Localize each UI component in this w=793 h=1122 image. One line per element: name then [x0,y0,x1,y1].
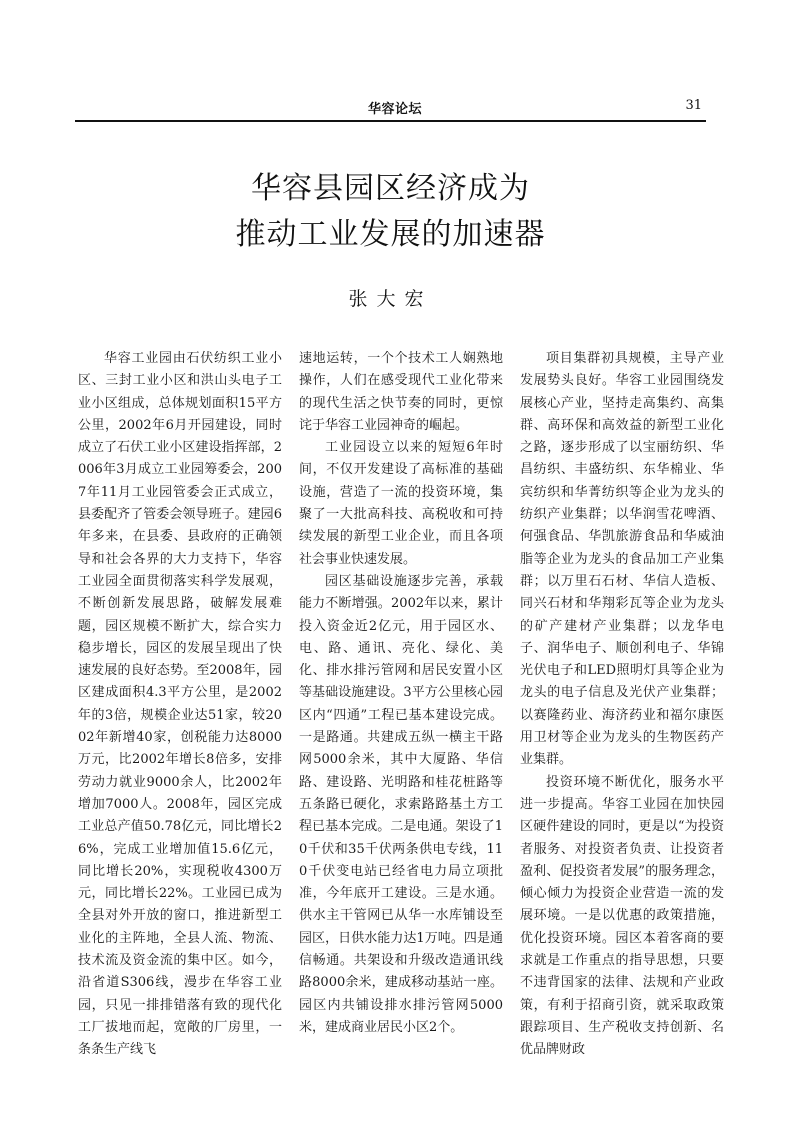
body-column-3 [520,348,724,1062]
paragraph: 投资环境不断优化，服务水平进一步提高。华容工业园在加快园区硬件建设的同时，更是以“为投资者服务、对投资者负责、让投资者盈利、促投资者发展”的服务理念，倾心倾力为投资企业营造一流的发展环境。一是以优惠的政策措施，优化投资环境。园区本着客商的要求就是工作重点的指导思想，只要不违背国家的法律、法规和产业政策，有利于招商引资，就采取政策跟踪项目、生产税收支持创新、名优品牌财政 [520,774,724,1058]
article-body [78,348,724,1062]
running-header [75,96,706,122]
paragraph: 速地运转，一个个技术工人娴熟地操作，人们在感受现代工业化带来的现代生活之快节奏的同时，更惊诧于华容工业园神奇的崛起。 [299,351,503,433]
page-number: 31 [685,98,702,113]
paragraph: 华容工业园由石伏纺织工业小区、三封工业小区和洪山头电子工业小区组成，总体规划面积15平方公里，2002年6月开园建设，同时成立了石伏工业小区建设指挥部，2006年3月成立工业园筹委会，2007年11月工业园管委会正式成立，县委配齐了管委会领导班子。建园6年多来，在县委、县政府的正确领导和社会各界的大力支持下，华容工业园全面贯彻落实科学发展观，不断创新发展思路，破解发展难题，园区规模不断扩大，综合实力稳步增长，园区的发展呈现出了快速发展的良好态势。至2008年，园区建成面积4.3平方公里，是2002年的3倍，规模企业达51家，较2002年新增40家，创税能力达8000万元，比2002年增长8倍多，安排劳动力就业9000余人，比2002年增加7000人。2008年，园区完成工业总产值50.78亿元，同比增长26%，完成工业增加值15.6亿元，同比增长20%，实现税收4300万元，同比增长22%。工业园已成为全县对外开放的窗口，推进新型工业化的主阵地，全县人流、物流、技术流及资金流的集中区。如今，沿省道S306线，漫步在华容工业园，只见一排排错落有致的现代化工厂拔地而起，宽敞的厂房里，一条条生产线飞 [78,351,282,1058]
title-line-2: 推动工业发展的加速器 [235,217,546,252]
body-column-2 [299,348,503,1062]
paragraph: 园区基础设施逐步完善，承载能力不断增强。2002年以来，累计投入资金近2亿元，用于园区水、电、路、通讯、亮化、绿化、美化、排水排污管网和居民安置小区等基础设施建设。3平方公里核心园区内“四通”工程已基本建设完成。一是路通。共建成五纵一横主干路网5000余米，其中大厦路、华信路、建设路、光明路和桂花桩路等五条路已硬化，求索路路基土方工程已基本完成。二是电通。架设了10千伏和35千伏两条供电专线，110千伏变电站已经省电力局立项批准，今年底开工建设。三是水通。供水主干管网已从华一水库铺设至园区，日供水能力达1万吨。四是通信畅通。共架设和升级改造通讯线路8000余米，建成移动基站一座。园区内共铺设排水排污管网5000米，建成商业居民小区2个。 [299,573,503,1035]
paragraph: 项目集群初具规模，主导产业发展势头良好。华容工业园围绕发展核心产业，坚持走高集约、高集群、高环保和高效益的新型工业化之路，逐步形成了以宝丽纺织、华昌纺织、丰盛纺织、东华棉业、华宾纺织和华菁纺织等企业为龙头的纺织产业集群；以华润雪花啤酒、何强食品、华凯旅游食品和华威油脂等企业为龙头的食品加工产业集群；以万里石石材、华信人造板、同兴石材和华翔彩瓦等企业为龙头的矿产建材产业集群；以龙华电子、润华电子、顺创利电子、华锦光伏电子和LED照明灯具等企业为龙头的电子信息及光伏产业集群；以赛隆药业、海济药业和福尔康医用卫材等企业为龙头的生物医药产业集群。 [520,351,724,768]
title-line-1: 华容县园区经济成为 [251,171,530,206]
author-name: 张大宏 [348,288,433,310]
paragraph: 工业园设立以来的短短6年时间，不仅开发建设了高标准的基础设施，营造了一流的投资环境，集聚了一大批高科技、高税收和可持续发展的新型工业企业，而且各项社会事业快速发展。 [299,440,503,567]
section-name: 华容论坛 [368,102,423,117]
article-title [75,166,706,258]
body-column-1 [78,348,282,1062]
